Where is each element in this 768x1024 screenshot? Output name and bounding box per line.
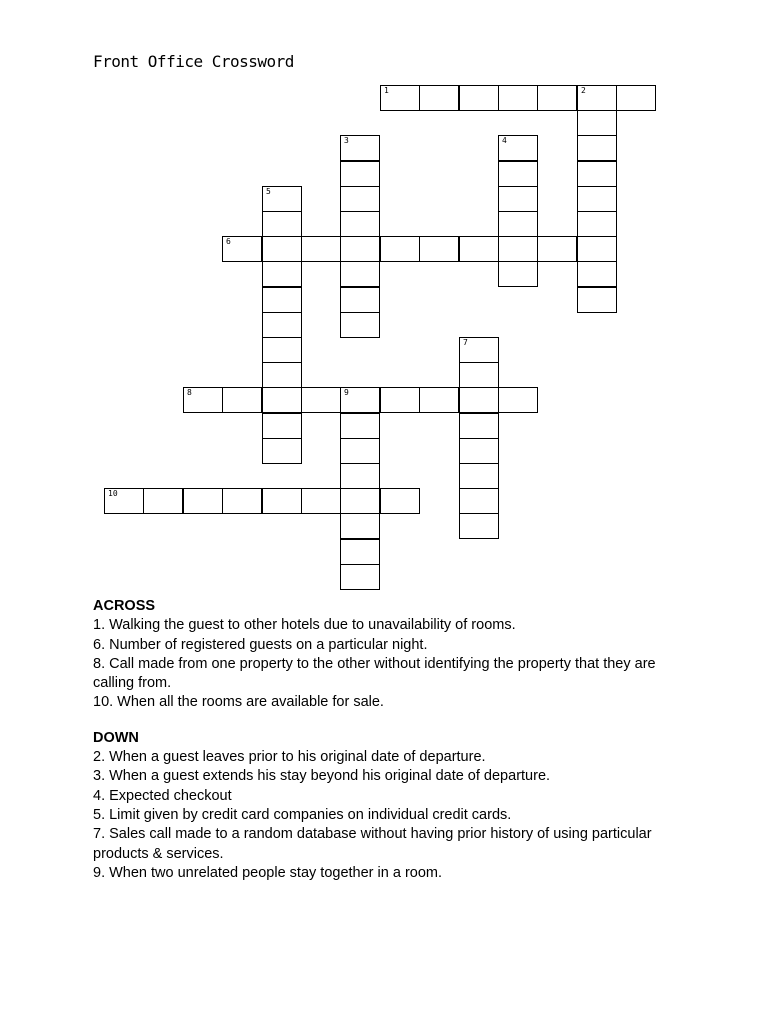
crossword-cell[interactable] xyxy=(262,387,302,413)
clues-section xyxy=(93,597,683,883)
crossword-cell[interactable] xyxy=(262,488,302,514)
across-clue: 1. Walking the guest to other hotels due to unavailability of rooms. xyxy=(93,617,516,634)
clue-number: 1 xyxy=(384,86,389,95)
crossword-cell[interactable] xyxy=(419,387,459,413)
crossword-cell[interactable] xyxy=(340,488,380,514)
crossword-cell[interactable] xyxy=(340,513,380,539)
crossword-cell[interactable] xyxy=(498,261,538,287)
crossword-cell[interactable] xyxy=(301,488,341,514)
crossword-cell[interactable] xyxy=(380,236,420,262)
crossword-cell[interactable] xyxy=(340,287,380,313)
crossword-cell[interactable] xyxy=(340,564,380,590)
crossword-cell[interactable] xyxy=(537,85,577,111)
across-clue: 6. Number of registered guests on a particular night. xyxy=(93,636,428,653)
crossword-cell[interactable] xyxy=(380,387,420,413)
crossword-cell[interactable] xyxy=(262,312,302,338)
crossword-cell[interactable] xyxy=(577,135,617,161)
crossword-cell[interactable] xyxy=(222,236,262,262)
crossword-cell[interactable] xyxy=(459,463,499,489)
crossword-cell[interactable] xyxy=(577,211,617,237)
crossword-cell[interactable] xyxy=(498,161,538,187)
crossword-cell[interactable] xyxy=(340,463,380,489)
down-heading: DOWN xyxy=(93,729,139,746)
crossword-cell[interactable] xyxy=(459,236,499,262)
crossword-cell[interactable] xyxy=(340,211,380,237)
clue-number: 3 xyxy=(344,136,349,145)
crossword-cell[interactable] xyxy=(577,261,617,287)
clue-number: 9 xyxy=(344,388,349,397)
crossword-cell[interactable] xyxy=(340,438,380,464)
crossword-cell[interactable] xyxy=(143,488,183,514)
crossword-cell[interactable] xyxy=(577,236,617,262)
crossword-cell[interactable] xyxy=(616,85,656,111)
crossword-cell[interactable] xyxy=(262,211,302,237)
crossword-cell[interactable] xyxy=(498,135,538,161)
crossword-cell[interactable] xyxy=(340,387,380,413)
across-clue: 8. Call made from one property to the other without identifying the property that they are calling from. xyxy=(93,655,656,692)
crossword-cell[interactable] xyxy=(301,387,341,413)
crossword-cell[interactable] xyxy=(459,362,499,388)
crossword-cell[interactable] xyxy=(537,236,577,262)
crossword-cell[interactable] xyxy=(459,513,499,539)
across-clue: 10. When all the rooms are available for sale. xyxy=(93,694,384,711)
crossword-cell[interactable] xyxy=(577,110,617,136)
crossword-cell[interactable] xyxy=(340,236,380,262)
crossword-cell[interactable] xyxy=(340,261,380,287)
crossword-cell[interactable] xyxy=(262,438,302,464)
crossword-cell[interactable] xyxy=(340,413,380,439)
crossword-cell[interactable] xyxy=(577,85,617,111)
clue-number: 2 xyxy=(581,86,586,95)
clue-number: 7 xyxy=(463,338,468,347)
crossword-cell[interactable] xyxy=(262,236,302,262)
page-title: Front Office Crossword xyxy=(93,52,294,71)
crossword-cell[interactable] xyxy=(222,488,262,514)
down-clue: 2. When a guest leaves prior to his original date of departure. xyxy=(93,749,486,766)
down-clue-list xyxy=(93,748,683,883)
clue-number: 5 xyxy=(266,187,271,196)
crossword-cell[interactable] xyxy=(498,236,538,262)
crossword-cell[interactable] xyxy=(340,312,380,338)
crossword-cell[interactable] xyxy=(340,161,380,187)
crossword-cell[interactable] xyxy=(459,413,499,439)
crossword-cell[interactable] xyxy=(459,337,499,363)
crossword-cell[interactable] xyxy=(340,135,380,161)
crossword-cell[interactable] xyxy=(183,488,223,514)
crossword-cell[interactable] xyxy=(380,488,420,514)
down-clue: 7. Sales call made to a random database without having prior history of using particular products & services. xyxy=(93,826,652,862)
crossword-cell[interactable] xyxy=(262,337,302,363)
crossword-cell[interactable] xyxy=(577,161,617,187)
crossword-cell[interactable] xyxy=(262,362,302,388)
crossword-cell[interactable] xyxy=(459,488,499,514)
across-clue-list xyxy=(93,616,683,712)
clue-number: 10 xyxy=(108,489,118,498)
clue-number: 8 xyxy=(187,388,192,397)
clue-number: 6 xyxy=(226,237,231,246)
crossword-cell[interactable] xyxy=(459,85,499,111)
crossword-cell[interactable] xyxy=(340,539,380,565)
crossword-cell[interactable] xyxy=(222,387,262,413)
crossword-cell[interactable] xyxy=(459,387,499,413)
down-clue: 9. When two unrelated people stay together in a room. xyxy=(93,864,443,881)
crossword-cell[interactable] xyxy=(498,186,538,212)
crossword-cell[interactable] xyxy=(419,236,459,262)
crossword-cell[interactable] xyxy=(301,236,341,262)
crossword-cell[interactable] xyxy=(262,413,302,439)
down-clue: 4. Expected checkout xyxy=(93,787,232,804)
clue-number: 4 xyxy=(502,136,507,145)
across-heading: ACROSS xyxy=(93,598,156,614)
crossword-cell[interactable] xyxy=(104,488,144,514)
crossword-cell[interactable] xyxy=(459,438,499,464)
crossword-cell[interactable] xyxy=(262,186,302,212)
crossword-cell[interactable] xyxy=(340,186,380,212)
crossword-cell[interactable] xyxy=(262,261,302,287)
crossword-cell[interactable] xyxy=(498,85,538,111)
down-clue: 3. When a guest extends his stay beyond his original date of departure. xyxy=(93,768,551,785)
crossword-cell[interactable] xyxy=(577,287,617,313)
spacer xyxy=(93,713,683,729)
crossword-cell[interactable] xyxy=(380,85,420,111)
crossword-cell[interactable] xyxy=(498,211,538,237)
down-clue: 5. Limit given by credit card companies on individual credit cards. xyxy=(93,806,512,823)
crossword-cell[interactable] xyxy=(419,85,459,111)
crossword-cell[interactable] xyxy=(498,387,538,413)
crossword-cell[interactable] xyxy=(183,387,223,413)
crossword-cell[interactable] xyxy=(262,287,302,313)
crossword-cell[interactable] xyxy=(577,186,617,212)
